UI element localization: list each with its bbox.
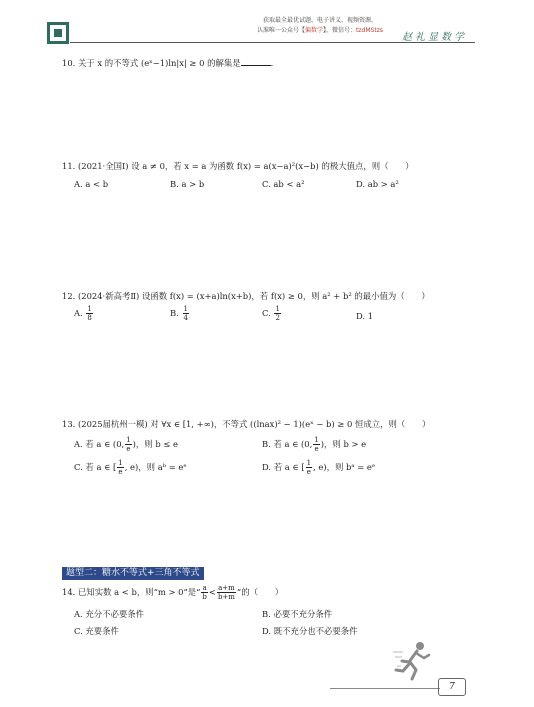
q11-option-d: D. ab > a² [356, 179, 399, 189]
question-10: 10. 关于 x 的不等式 (eˣ−1)ln|x| ≥ 0 的解集是 . [62, 58, 274, 68]
q11-option-b: B. a > b [170, 179, 205, 189]
q12-option-d: D. 1 [356, 311, 374, 321]
brand-name: 赵礼显数学 [402, 32, 467, 43]
q13-option-b: B. 若 a ∈ (0, $\frac{1}{e}$ )，则 b > e [262, 436, 367, 453]
q12-option-c: C. $\frac{1}{2}$ [262, 305, 280, 322]
question-11: 11. (2021·全国Ⅰ) 设 a ≠ 0，若 x = a 为函数 f(x) = a(x−a)²(x−b) 的极大值点，则（ ） [62, 161, 414, 171]
q14-option-c: C. 充要条件 [74, 626, 119, 636]
logo-icon [47, 22, 69, 44]
promo-line-2: 认准唯一公众号【偏数学】，微信号：tzdMStzs [257, 27, 383, 34]
q11-option-a: A. a < b [74, 179, 109, 189]
header-divider [70, 42, 475, 43]
q14-option-d: D. 既不充分也不必要条件 [262, 626, 358, 636]
q13-option-c: C. 若 a ∈ [ $\frac{1}{e}$ , e)，则 aᵇ = eᵉ [74, 459, 187, 476]
q13-option-a: A. 若 a ∈ (0, $\frac{1}{e}$ )，则 b ≤ e [74, 436, 178, 453]
q12-option-b: B. $\frac{1}{4}$ [170, 305, 188, 322]
page-number: 7 [438, 678, 466, 696]
q12-option-a: A. $\frac{1}{8}$ [74, 305, 92, 322]
question-13: 13. (2025届杭州一模) 对 ∀x ∈ [1, +∞)，不等式 ((lnax)² − 1)(eˣ − b) ≥ 0 恒成立，则（ ） [62, 419, 431, 429]
q14-option-b: B. 必要不充分条件 [262, 609, 333, 619]
question-12: 12. (2024·新高考Ⅱ) 设函数 f(x) = (x+a)ln(x+b)，若 f(x) ≥ 0，则 a² + b² 的最小值为（ ） [62, 291, 430, 301]
question-14: 14. 已知实数 a < b，则“m > 0”是“ $\frac{a}{b}$ < $\frac{a+m}{b+m}$ ”的（ ） [62, 584, 284, 601]
promo-text [245, 16, 395, 36]
q13-option-d: D. 若 a ∈ [ $\frac{1}{e}$ , e)，则 bᵃ = eᵉ [262, 459, 376, 476]
section-title: 题型二：糖水不等式+三角不等式 [62, 567, 204, 580]
promo-line-1: 获取最全最优试题、电子讲义、视频资源， [262, 17, 377, 24]
footer-divider [330, 688, 440, 689]
q11-option-c: C. ab < a² [262, 179, 305, 189]
answer-blank [241, 56, 271, 66]
q14-option-a: A. 充分不必要条件 [74, 609, 144, 619]
runner-icon [393, 640, 433, 682]
